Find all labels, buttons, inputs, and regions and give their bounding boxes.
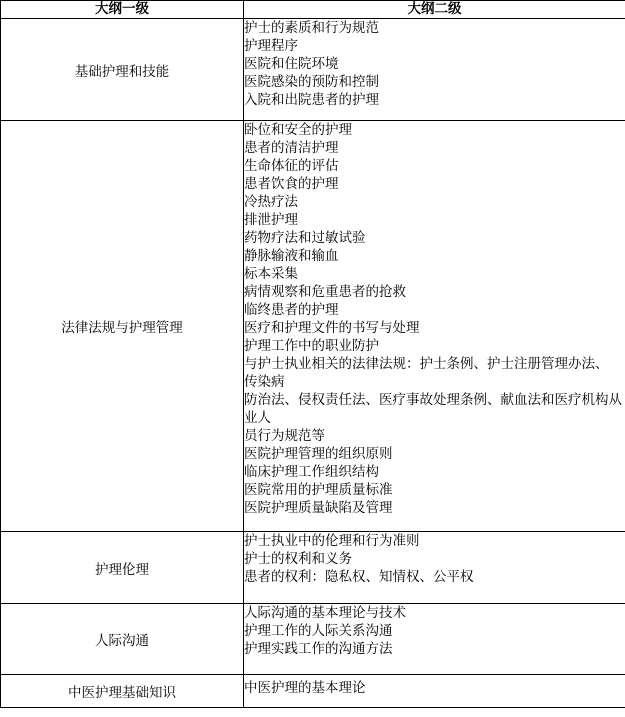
- level2-item: 患者饮食的护理: [244, 176, 339, 192]
- level2-item: 员行为规范等: [244, 428, 325, 444]
- level2-item: 临终患者的护理: [244, 302, 339, 318]
- level2-item: 护士的权利和义务: [244, 551, 352, 567]
- level2-item: 人际沟通的基本理论与技术: [244, 605, 406, 621]
- level2-item: 护士的素质和行为规范: [244, 20, 379, 36]
- level1-cell: 基础护理和技能: [1, 19, 244, 121]
- level2-item: 与护士执业相关的法律法规：护士条例、护士注册管理办法、 传染病: [244, 356, 616, 390]
- level2-item: 防治法、侵权责任法、医疗事故处理条例、献血法和医疗机构从业人: [244, 392, 622, 426]
- level2-item: 医疗和护理文件的书写与处理: [244, 320, 420, 336]
- level2-item: 入院和出院患者的护理: [244, 92, 379, 108]
- level2-item: 生命体征的评估: [244, 158, 339, 174]
- level2-item: 卧位和安全的护理: [244, 122, 352, 138]
- level2-item: 排泄护理: [244, 212, 298, 228]
- level1-cell: 人际沟通: [1, 604, 244, 675]
- level2-item: 标本采集: [244, 266, 298, 282]
- header-row: [1, 1, 625, 19]
- level2-item: 冷热疗法: [244, 194, 298, 210]
- level2-item: 药物疗法和过敏试验: [244, 230, 366, 246]
- level2-item: 医院和住院环境: [244, 56, 339, 72]
- level2-item: 医院常用的护理质量标准: [244, 482, 393, 498]
- level2-item: 中医护理的基本理论: [244, 680, 366, 696]
- level1-cell: 法律法规与护理管理: [1, 121, 244, 532]
- level2-cell: [244, 532, 625, 604]
- level2-item: 护理实践工作的沟通方法: [244, 641, 393, 657]
- level2-cell: [244, 604, 625, 675]
- level2-cell: [244, 675, 625, 708]
- header-level2: 大纲二级: [244, 1, 625, 19]
- level2-item: 护理程序: [244, 38, 298, 54]
- table-row: [1, 604, 625, 675]
- level2-item: 患者的清洁护理: [244, 140, 339, 156]
- level2-item: 护士执业中的伦理和行为准则: [244, 533, 420, 549]
- level2-item: 医院护理管理的组织原则: [244, 446, 393, 462]
- level1-cell: 护理伦理: [1, 532, 244, 604]
- level2-item: 临床护理工作组织结构: [244, 464, 379, 480]
- table-row: [1, 121, 625, 532]
- level1-cell: 中医护理基础知识: [1, 675, 244, 708]
- level2-cell: [244, 121, 625, 532]
- level2-item: 静脉输液和输血: [244, 248, 339, 264]
- table-row: [1, 675, 625, 708]
- header-level1: 大纲一级: [1, 1, 244, 19]
- level2-item: 医院感染的预防和控制: [244, 74, 379, 90]
- level2-cell: [244, 19, 625, 121]
- level2-item: 患者的权利：隐私权、知情权、公平权: [244, 569, 474, 585]
- level2-item: 护理工作中的职业防护: [244, 338, 379, 354]
- table-row: [1, 532, 625, 604]
- level2-item: 医院护理质量缺陷及管理: [244, 500, 393, 516]
- level2-item: 病情观察和危重患者的抢救: [244, 284, 406, 300]
- level2-item: 护理工作的人际关系沟通: [244, 623, 393, 639]
- table-row: [1, 19, 625, 121]
